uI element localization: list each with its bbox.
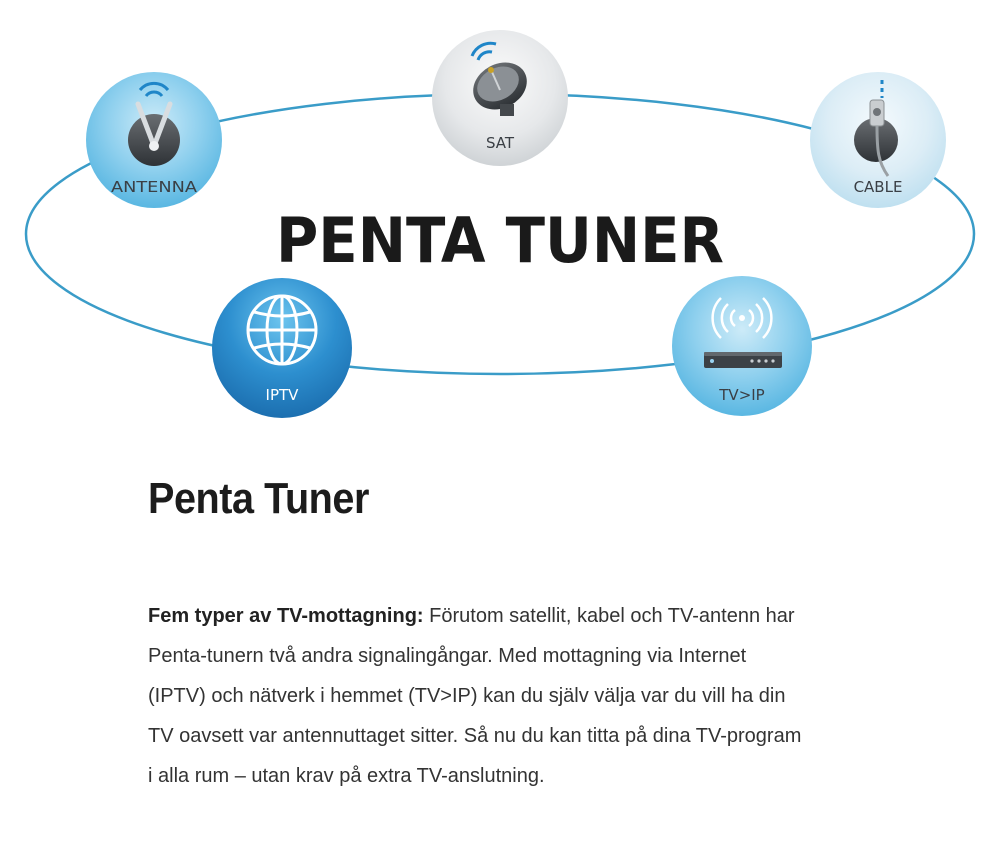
article-body-text: Förutom satellit, kabel och TV-antenn har Penta-tunern två andra signalingångar. Med mottagning via Internet (IPTV) och nätverk i hemmet (TV>IP) kan du själv välja var du vill ha din TV oavsett var antennuttaget sitter. Så nu du kan titta på dina TV-program i alla rum – utan krav på extra TV-anslutning.: [148, 605, 802, 787]
antenna-label: ANTENNA: [111, 178, 198, 196]
cable-node: [810, 72, 946, 208]
diagram-title: PENTA TUNER: [276, 204, 724, 277]
article-body: [148, 596, 808, 796]
sat-label: SAT: [485, 134, 515, 152]
tvip-label: TV>IP: [719, 386, 765, 404]
globe-icon: [248, 296, 316, 364]
sat-node: [432, 30, 568, 166]
article-lead: Fem typer av TV-mottagning:: [148, 605, 424, 627]
cable-label: CABLE: [853, 178, 903, 196]
article-heading: Penta Tuner: [148, 474, 369, 523]
antenna-node: [86, 72, 222, 208]
iptv-label: IPTV: [265, 386, 299, 404]
tvip-node: [672, 276, 812, 416]
iptv-node: [212, 278, 352, 418]
